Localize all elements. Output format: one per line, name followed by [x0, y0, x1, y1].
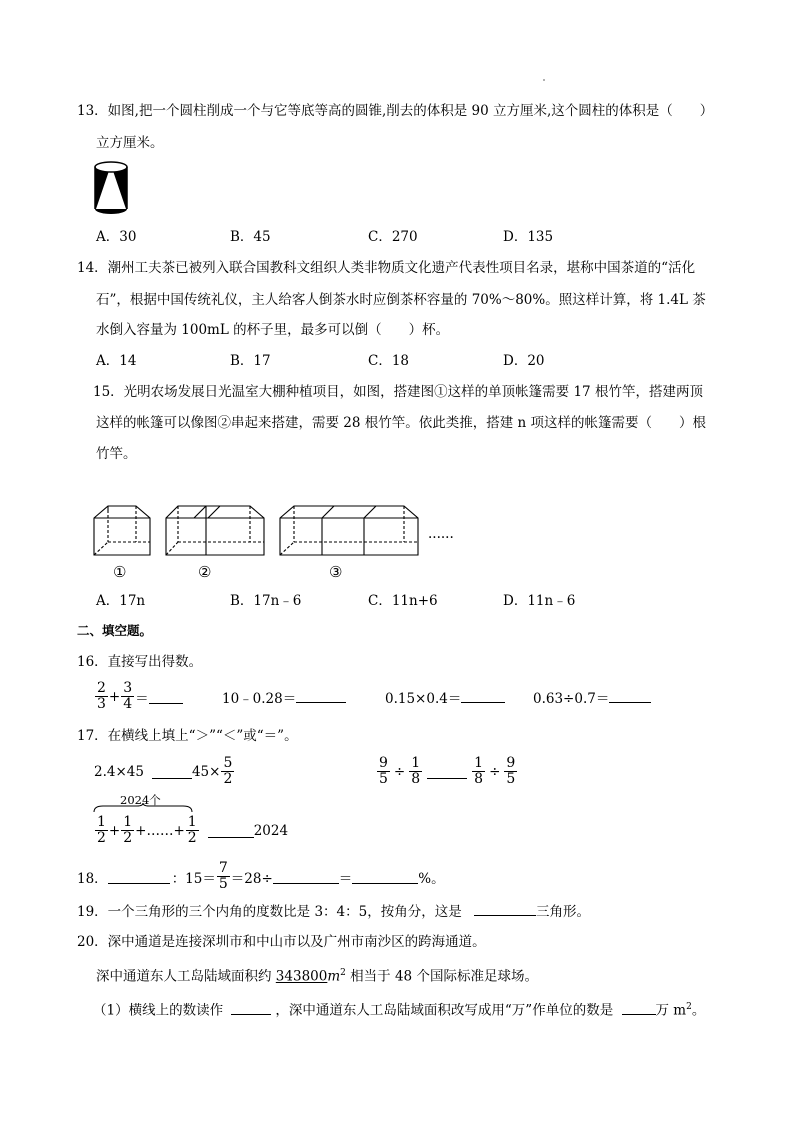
q18-ratio: ：15＝ [171, 870, 216, 887]
divide-sign: ÷ [393, 763, 406, 780]
frac-denominator: 5 [218, 876, 228, 892]
answer-blank[interactable] [427, 764, 467, 779]
q17-b-frac1 [377, 756, 390, 787]
frac-numerator: 7 [218, 860, 228, 876]
q16-item4-text: 0.63÷0.7＝ [533, 691, 610, 707]
frac-denominator: 5 [506, 771, 516, 787]
frac-denominator: 8 [411, 771, 421, 787]
q17-a-right: 45× [191, 763, 221, 780]
q16-item3 [385, 688, 505, 709]
q16-frac2 [121, 681, 134, 712]
q17-a-frac [221, 756, 234, 787]
answer-blank[interactable] [461, 688, 505, 703]
q18-percent: %。 [418, 870, 445, 887]
q20-sub1-unit: 万 m [655, 1002, 687, 1019]
frac-numerator: 1 [474, 755, 484, 771]
q18-number: 18． [77, 870, 108, 887]
q15-line1: 15．光明农场发展日光温室大棚种植项目，如图，搭建图①这样的单顶帐篷需要 17 根竹竿，搭建两顶 [93, 384, 703, 400]
frac-numerator: 3 [123, 680, 133, 696]
q17-brace-label: 2024个 [120, 793, 161, 807]
q14-line3: 水倒入容量为 100mL 的杯子里，最多可以倒（ ）杯。 [96, 322, 450, 338]
frac-numerator: 1 [187, 814, 197, 830]
q14-option-a: A．14 [96, 353, 137, 369]
frac-denominator: 3 [97, 696, 106, 712]
q15-option-c: C．11n+6 [368, 593, 438, 609]
q15-line2: 这样的帐篷可以像图②串起来搭建，需要 28 根竹竿。依此类推，搭建 n 项这样的帐篷需要（ ）根 [96, 415, 707, 431]
q14-option-d: D．20 [503, 353, 545, 369]
q16-item3-text: 0.15×0.4＝ [385, 691, 462, 707]
brace-icon [93, 803, 193, 813]
equals-sign: ＝ [135, 690, 149, 707]
answer-blank[interactable] [208, 823, 254, 838]
frac-numerator: 5 [223, 755, 233, 771]
q17-c-frac3 [186, 815, 199, 846]
q19-line [77, 901, 590, 922]
q20-line2-pre: 深中通道东人工岛陆域面积约 [96, 968, 276, 985]
q15-fig-label-3: ③ [329, 563, 343, 581]
frac-denominator: 2 [123, 830, 133, 846]
section-heading: 二、填空题。 [77, 623, 153, 638]
q17-c-frac2 [121, 815, 134, 846]
q15-ellipsis: ...... [428, 526, 454, 542]
cylinder-cone-figure [93, 160, 129, 216]
plus-sign: + [108, 822, 121, 839]
frac-numerator: 9 [506, 755, 516, 771]
q13-option-a: A．30 [96, 229, 137, 245]
q13-option-c: C．270 [368, 229, 418, 245]
plus-sign: + [173, 822, 185, 839]
frac-denominator: 5 [379, 771, 388, 787]
q16-item2 [222, 688, 346, 709]
answer-blank[interactable] [108, 869, 170, 884]
q17-b-frac4 [504, 756, 517, 787]
q19-text: 19．一个三角形的三个内角的度数比是 3：4：5，按角分，这是 [77, 904, 462, 920]
q17-b-frac3 [472, 756, 485, 787]
frac-numerator: 9 [379, 755, 388, 771]
answer-blank[interactable] [296, 688, 346, 703]
equals-sign: ＝ [338, 870, 353, 887]
divide-sign: ÷ [489, 763, 501, 780]
answer-blank[interactable] [609, 688, 651, 703]
q17-a-left: 2.4×45 [94, 763, 144, 780]
frac-numerator: 1 [97, 814, 106, 830]
q17-item-b [376, 756, 518, 787]
q15-fig-label-2: ② [198, 563, 212, 581]
answer-blank[interactable] [273, 869, 339, 884]
q13-line1: 13．如图,把一个圆柱削成一个与它等底等高的圆锥,削去的体积是 90 立方厘米,这个圆柱的体积是（ ） [77, 103, 714, 119]
q18-line [77, 861, 445, 892]
frac-denominator: 8 [474, 771, 484, 787]
q20-sub1-pre: （1）横线上的数读作 [93, 1002, 224, 1019]
frac-denominator: 2 [187, 830, 197, 846]
q17-c-right: 2024 [253, 822, 289, 839]
answer-blank[interactable] [622, 1000, 656, 1015]
q17-c-frac1 [95, 815, 108, 846]
tent-figure-1 [94, 506, 150, 555]
q16-frac1 [95, 681, 108, 712]
ellipsis-dots: +…… [135, 822, 174, 839]
q15-option-d: D．11n﹣6 [503, 593, 576, 609]
plus-sign: + [108, 688, 121, 705]
q14-option-c: C．18 [368, 353, 410, 369]
q16-item4 [533, 688, 651, 709]
tent-figure-3 [280, 506, 418, 555]
frac-numerator: 1 [123, 814, 133, 830]
frac-denominator: 4 [123, 696, 133, 712]
q17-title: 17．在横线上填上“＞”“＜”或“＝”。 [77, 728, 298, 744]
q17-item-a [94, 756, 235, 787]
q15-option-b: B．17n﹣6 [230, 593, 302, 609]
q20-line2 [96, 963, 538, 987]
answer-blank[interactable] [152, 764, 192, 779]
page-mark [543, 79, 545, 81]
q17-item-c [94, 815, 288, 846]
q20-sub1 [93, 997, 705, 1021]
frac-denominator: 2 [223, 771, 233, 787]
q15-fig-label-1: ① [113, 563, 127, 581]
q17-b-frac2 [409, 756, 422, 787]
q20-sub1-sup: 2 [686, 1002, 692, 1012]
q20-area-unit: m [327, 968, 341, 985]
q16-item2-text: 10﹣0.28＝ [222, 691, 297, 707]
q14-line1: 14．潮州工夫茶已被列入联合国教科文组织人类非物质文化遗产代表性项目名录，堪称中国茶道的“活化 [77, 260, 696, 276]
q14-option-b: B．17 [230, 353, 271, 369]
q20-area-sup: 2 [340, 968, 346, 978]
answer-blank[interactable] [474, 901, 536, 916]
answer-blank[interactable] [231, 1000, 271, 1015]
q13-option-b: B．45 [230, 229, 271, 245]
q16-title: 16．直接写出得数。 [77, 654, 203, 670]
answer-blank[interactable] [352, 869, 418, 884]
q14-line2: 石”，根据中国传统礼仪，主人给客人倒茶水时应倒茶杯容量的 70%～80%。照这样计算，将 1.4L 茶 [96, 292, 706, 308]
tent-figures [90, 500, 430, 560]
q20-sub1-mid: ，深中通道东人工岛陆域面积改写成用“万”作单位的数是 [275, 1002, 614, 1019]
q20-line2-post: 相当于 48 个国际标准足球场。 [345, 968, 538, 985]
q20-sub1-end: 。 [691, 1002, 706, 1019]
q18-frac [217, 861, 230, 892]
q15-line3: 竹竿。 [96, 446, 137, 462]
q16-item1 [94, 681, 183, 712]
q18-division: ＝28÷ [230, 870, 273, 887]
frac-denominator: 2 [97, 830, 106, 846]
q20-area-number: 343800 [275, 968, 328, 985]
q13-option-d: D．135 [503, 229, 554, 245]
q15-option-a: A．17n [96, 593, 146, 609]
tent-figure-2 [166, 506, 264, 555]
answer-blank[interactable] [149, 689, 183, 704]
q19-suffix: 三角形。 [536, 904, 591, 920]
q20-line1: 20．深中通道是连接深圳市和中山市以及广州市南沙区的跨海通道。 [77, 934, 486, 950]
q13-line2: 立方厘米。 [96, 135, 164, 151]
frac-numerator: 2 [97, 680, 106, 696]
frac-numerator: 1 [411, 755, 421, 771]
